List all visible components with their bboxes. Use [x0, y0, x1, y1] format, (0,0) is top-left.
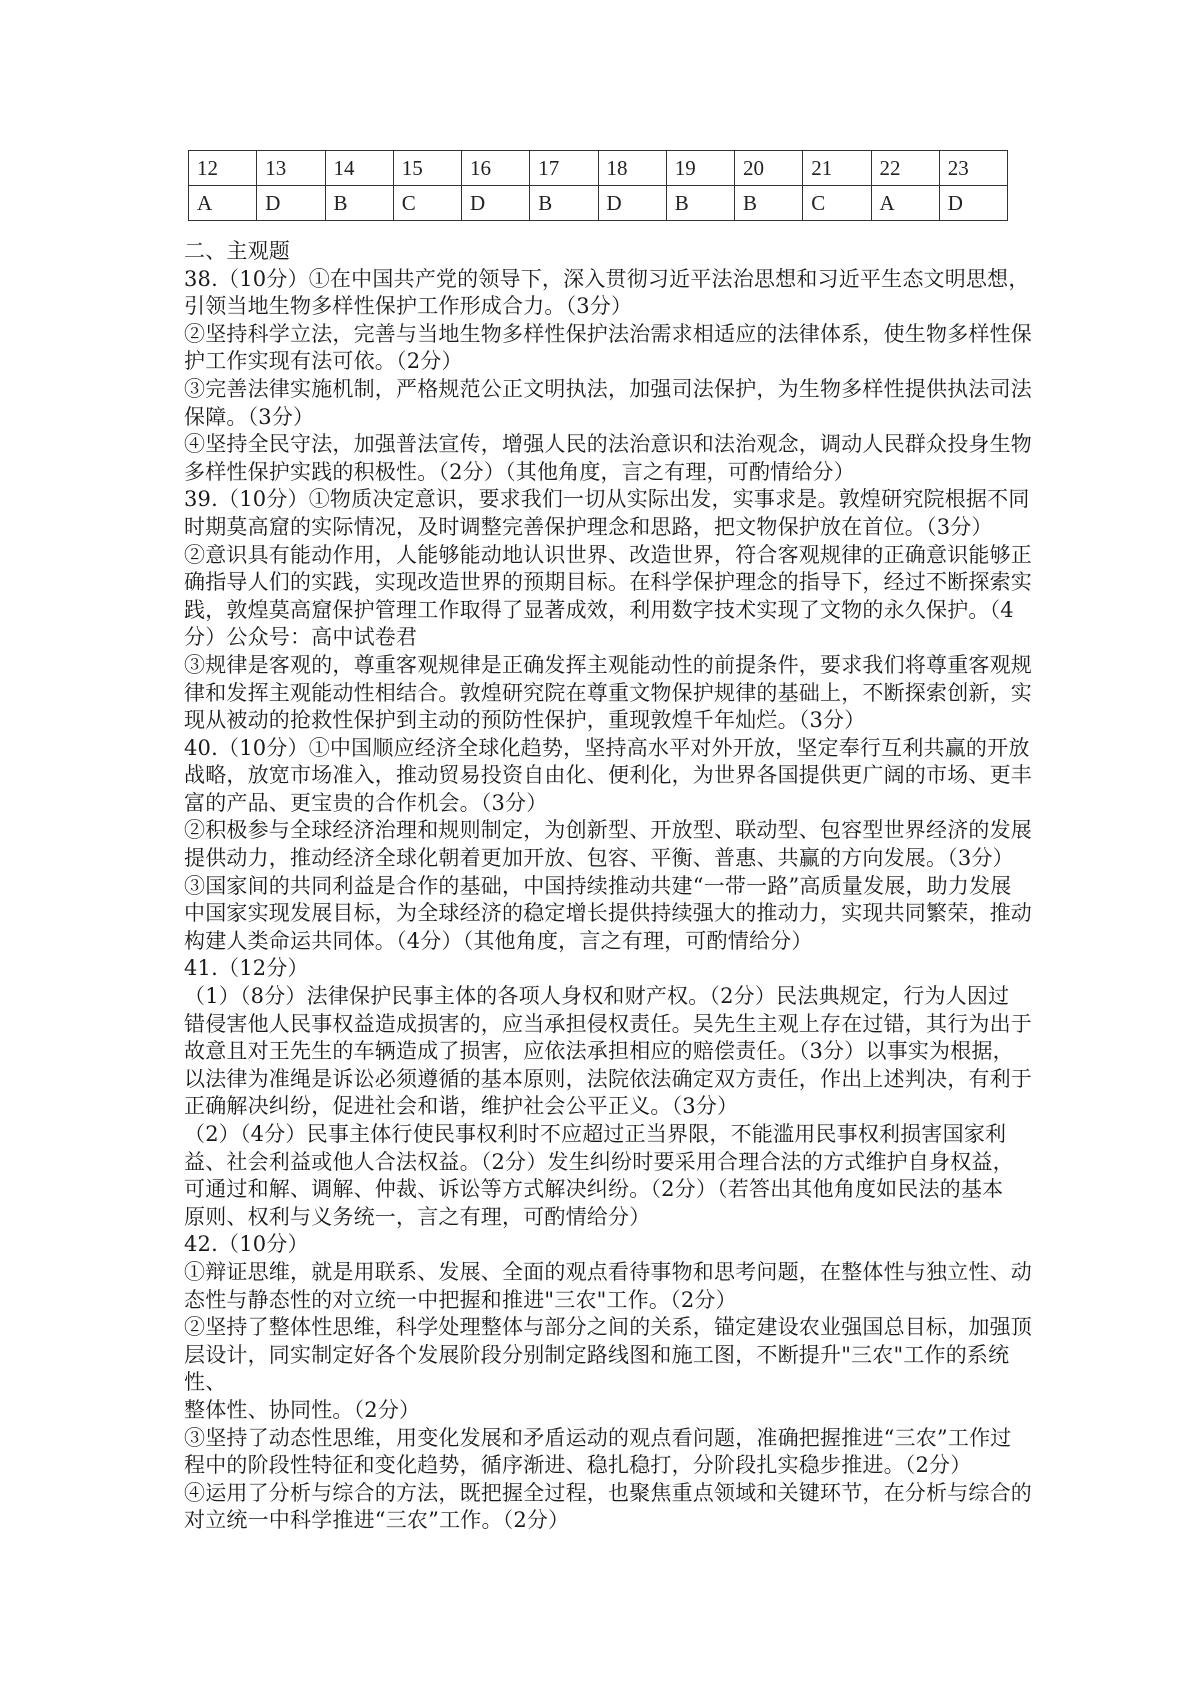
answer-cell: D	[598, 186, 666, 221]
answer-line: ③国家间的共同利益是合作的基础，中国持续推动共建“一带一路”高质量发展，助力发展	[184, 873, 1012, 898]
question-number-cell: 20	[735, 151, 803, 186]
answer-key-table	[188, 150, 1008, 221]
question-number-cell: 14	[325, 151, 393, 186]
answer-line: 战略，放宽市场准入，推动贸易投资自由化、便利化，为世界各国提供更广阔的市场、更丰	[184, 763, 1032, 788]
answer-line: 中国家实现发展目标，为全球经济的稳定增长提供持续强大的推动力，实现共同繁荣，推动	[184, 901, 1032, 926]
answer-line: 保障。（3分）	[184, 404, 315, 429]
answer-line: ②积极参与全球经济治理和规则制定，为创新型、开放型、联动型、包容型世界经济的发展	[184, 818, 1032, 843]
answer-line: 可通过和解、调解、仲裁、诉讼等方式解决纠纷。（2分）（若答出其他角度如民法的基本	[184, 1177, 1004, 1202]
answer-line: 护工作实现有法可依。（2分）	[184, 349, 463, 374]
answer-cell: D	[939, 186, 1007, 221]
answer-line: 42.（10分）	[184, 1232, 309, 1257]
answer-line: 益、社会利益或他人合法权益。（2分）发生纠纷时要采用合理合法的方式维护自身权益，	[184, 1149, 1014, 1174]
question-number-cell: 19	[666, 151, 734, 186]
question-number-cell: 12	[189, 151, 257, 186]
answer-line: 多样性保护实践的积极性。（2分）（其他角度，言之有理，可酌情给分）	[184, 459, 855, 484]
answer-line: 程中的阶段性特征和变化趋势，循序渐进、稳扎稳打，分阶段扎实稳步推进。（2分）	[184, 1453, 972, 1478]
subjective-answers	[184, 238, 1034, 1535]
section-title: 二、主观题	[184, 239, 290, 263]
question-number-cell: 13	[257, 151, 325, 186]
answer-line: 分）公众号：高中试卷君	[184, 625, 418, 650]
answer-line: 提供动力，推动经济全球化朝着更加开放、包容、平衡、普惠、共赢的方向发展。（3分）	[184, 846, 1014, 871]
answer-line: 整体性、协同性。（2分）	[184, 1397, 421, 1422]
answer-line: ④运用了分析与综合的方法，既把握全过程，也聚焦重点领域和关键环节，在分析与综合的	[184, 1480, 1032, 1505]
question-number-cell: 21	[803, 151, 871, 186]
answer-line: ②意识具有能动作用，人能够能动地认识世界、改造世界，符合客观规律的正确意识能够正	[184, 542, 1032, 567]
answer-line: 38.（10分）①在中国共产党的领导下，深入贯彻习近平法治思想和习近平生态文明思想，	[184, 266, 1030, 291]
answer-lines	[184, 266, 1034, 1535]
answer-line: 富的产品、更宝贵的合作机会。（3分）	[184, 790, 548, 815]
answer-cell: A	[871, 186, 939, 221]
answer-line: 态性与静态性的对立统一中把握和推进"三农"工作。（2分）	[184, 1287, 737, 1312]
answer-line: 构建人类命运共同体。（4分）（其他角度，言之有理，可酌情给分）	[184, 928, 813, 953]
answer-line: ③坚持了动态性思维，用变化发展和矛盾运动的观点看问题，准确把握推进“三农”工作过	[184, 1425, 1012, 1450]
answer-line: ③规律是客观的，尊重客观规律是正确发挥主观能动性的前提条件，要求我们将尊重客观规	[184, 652, 1032, 677]
answer-line: 正确解决纠纷，促进社会和谐，维护社会公平正义。（3分）	[184, 1094, 739, 1119]
answer-line: （1）（8分）法律保护民事主体的各项人身权和财产权。（2分）民法典规定，行为人因过	[184, 984, 1010, 1009]
answer-cell: B	[735, 186, 803, 221]
answer-line: 故意且对王先生的车辆造成了损害，应依法承担相应的赔偿责任。（3分）以事实为根据，	[184, 1039, 1014, 1064]
answer-cell: A	[189, 186, 257, 221]
answer-line: ①辩证思维，就是用联系、发展、全面的观点看待事物和思考问题，在整体性与独立性、动	[184, 1259, 1032, 1284]
answer-cell: C	[393, 186, 461, 221]
answer-cell: D	[257, 186, 325, 221]
question-number-row	[189, 151, 1008, 186]
answer-cell: C	[803, 186, 871, 221]
answer-row	[189, 186, 1008, 221]
answer-line: （2）（4分）民事主体行使民事权利时不应超过正当界限，不能滥用民事权利损害国家利	[184, 1122, 1007, 1146]
answer-line: 践，敦煌莫高窟保护管理工作取得了显著成效，利用数字技术实现了文物的永久保护。（4	[184, 597, 1014, 622]
answer-line: 律和发挥主观能动性相结合。敦煌研究院在尊重文物保护规律的基础上，不断探索创新，实	[184, 680, 1032, 705]
question-number-cell: 15	[393, 151, 461, 186]
answer-line: 39.（10分）①物质决定意识，要求我们一切从实际出发，实事求是。敦煌研究院根据不同	[184, 487, 1030, 512]
answer-line: 41.（12分）	[184, 956, 309, 981]
question-number-cell: 18	[598, 151, 666, 186]
answer-line: ②坚持科学立法，完善与当地生物多样性保护法治需求相适应的法律体系，使生物多样性保	[184, 321, 1032, 346]
answer-line: 引领当地生物多样性保护工作形成合力。（3分）	[184, 294, 633, 319]
answer-cell: B	[530, 186, 598, 221]
answer-line: 层设计，同实制定好各个发展阶段分别制定路线图和施工图，不断提升"三农"工作的系统性、	[184, 1342, 1010, 1395]
answer-line: 错侵害他人民事权益造成损害的，应当承担侵权责任。吴先生主观上存在过错，其行为出于	[184, 1011, 1032, 1036]
answer-line: ②坚持了整体性思维，科学处理整体与部分之间的关系，锚定建设农业强国总目标，加强顶	[184, 1315, 1032, 1340]
answer-line: 确指导人们的实践，实现改造世界的预期目标。在科学保护理念的指导下，经过不断探索实	[184, 570, 1032, 595]
question-number-cell: 16	[462, 151, 530, 186]
answer-line: 40.（10分）①中国顺应经济全球化趋势，坚持高水平对外开放，坚定奉行互利共赢的开放	[184, 735, 1030, 760]
answer-cell: B	[666, 186, 734, 221]
answer-line: 对立统一中科学推进“三农”工作。（2分）	[184, 1508, 570, 1533]
answer-cell: D	[462, 186, 530, 221]
question-number-cell: 17	[530, 151, 598, 186]
answer-line: 时期莫高窟的实际情况，及时调整完善保护理念和思路，把文物保护放在首位。（3分）	[184, 514, 993, 539]
answer-line: 以法律为准绳是诉讼必须遵循的基本原则，法院依法确定双方责任，作出上述判决，有利于	[184, 1066, 1032, 1091]
answer-line: ④坚持全民守法，加强普法宣传，增强人民的法治意识和法治观念，调动人民群众投身生物	[184, 432, 1032, 457]
answer-cell: B	[325, 186, 393, 221]
question-number-cell: 23	[939, 151, 1007, 186]
answer-line: 现从被动的抢救性保护到主动的预防性保护，重现敦煌千年灿烂。（3分）	[184, 708, 866, 733]
question-number-cell: 22	[871, 151, 939, 186]
answer-line: 原则、权利与义务统一，言之有理，可酌情给分）	[184, 1204, 651, 1229]
answer-line: ③完善法律实施机制，严格规范公正文明执法，加强司法保护，为生物多样性提供执法司法	[184, 376, 1032, 401]
